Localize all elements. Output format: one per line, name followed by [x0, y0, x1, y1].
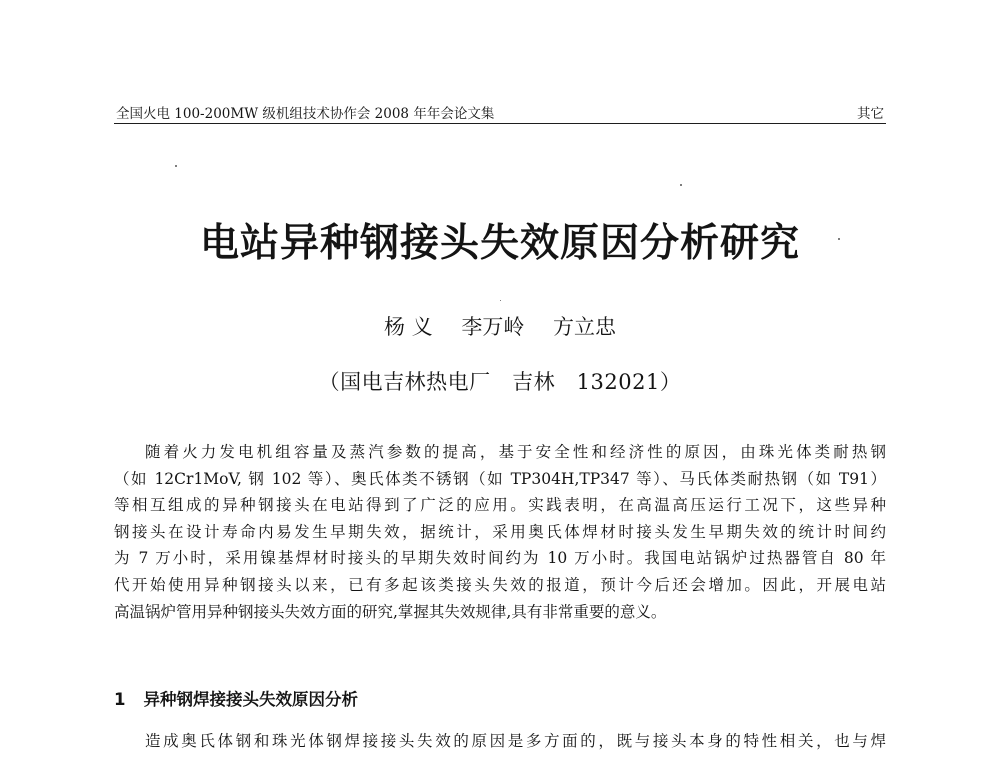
paragraph-line: 等相互组成的异种钢接头在电站得到了广泛的应用。实践表明，在高温高压运行工况下，这些异种 — [114, 496, 886, 515]
author-list — [0, 311, 1000, 341]
intro-paragraph — [114, 439, 886, 625]
paragraph-line: 代开始使用异种钢接头以来，已有多起该类接头失效的报道，预计今后还会增加。因此，开展电站 — [114, 575, 886, 594]
section-title: 异种钢焊接接头失效原因分析 — [143, 690, 358, 709]
paragraph-line: 造成奥氏体钢和珠光体钢焊接接头失效的原因是多方面的，既与接头本身的特性相关，也与焊 — [145, 732, 886, 750]
scan-speck — [680, 184, 682, 186]
author-name: 李万岭 — [461, 315, 525, 339]
author-name: 杨 义 — [383, 315, 433, 339]
paper-title: 电站异种钢接头失效原因分析研究 — [199, 221, 800, 266]
paragraph-line: 随着火力发电机组容量及蒸汽参数的提高，基于安全性和经济性的原因，由珠光体类耐热钢 — [145, 443, 886, 461]
paragraph-line: （如 12Cr1MoV, 钢 102 等）、奥氏体类不锈钢（如 TP304H,TP347 等）、马氏体类耐热钢（如 T91） — [114, 469, 886, 488]
scan-speck — [175, 165, 177, 167]
section-heading — [114, 686, 358, 710]
section-number: 1 — [114, 690, 126, 709]
paragraph-line: 为 7 万小时，采用镍基焊材时接头的早期失效时间约为 10 万小时。我国电站锅炉过热器管自 80 年 — [114, 549, 886, 568]
proceedings-name: 全国火电 100-200MW 级机组技术协作会 2008 年年会论文集 — [116, 106, 495, 122]
paragraph-line: 钢接头在设计寿命内易发生早期失效，据统计，采用奥氏体焊材时接头发生早期失效的统计时间约 — [114, 522, 886, 541]
author-affiliation: （国电吉林热电厂 吉林 132021） — [318, 370, 682, 394]
scan-speck — [500, 300, 501, 301]
running-header — [114, 101, 886, 124]
paragraph-line: 高温锅炉管用异种钢接头失效方面的研究,掌握其失效规律,具有非常重要的意义。 — [114, 602, 667, 621]
section-paragraph — [114, 728, 886, 755]
section-category: 其它 — [857, 106, 884, 122]
author-name: 方立忠 — [553, 315, 617, 339]
